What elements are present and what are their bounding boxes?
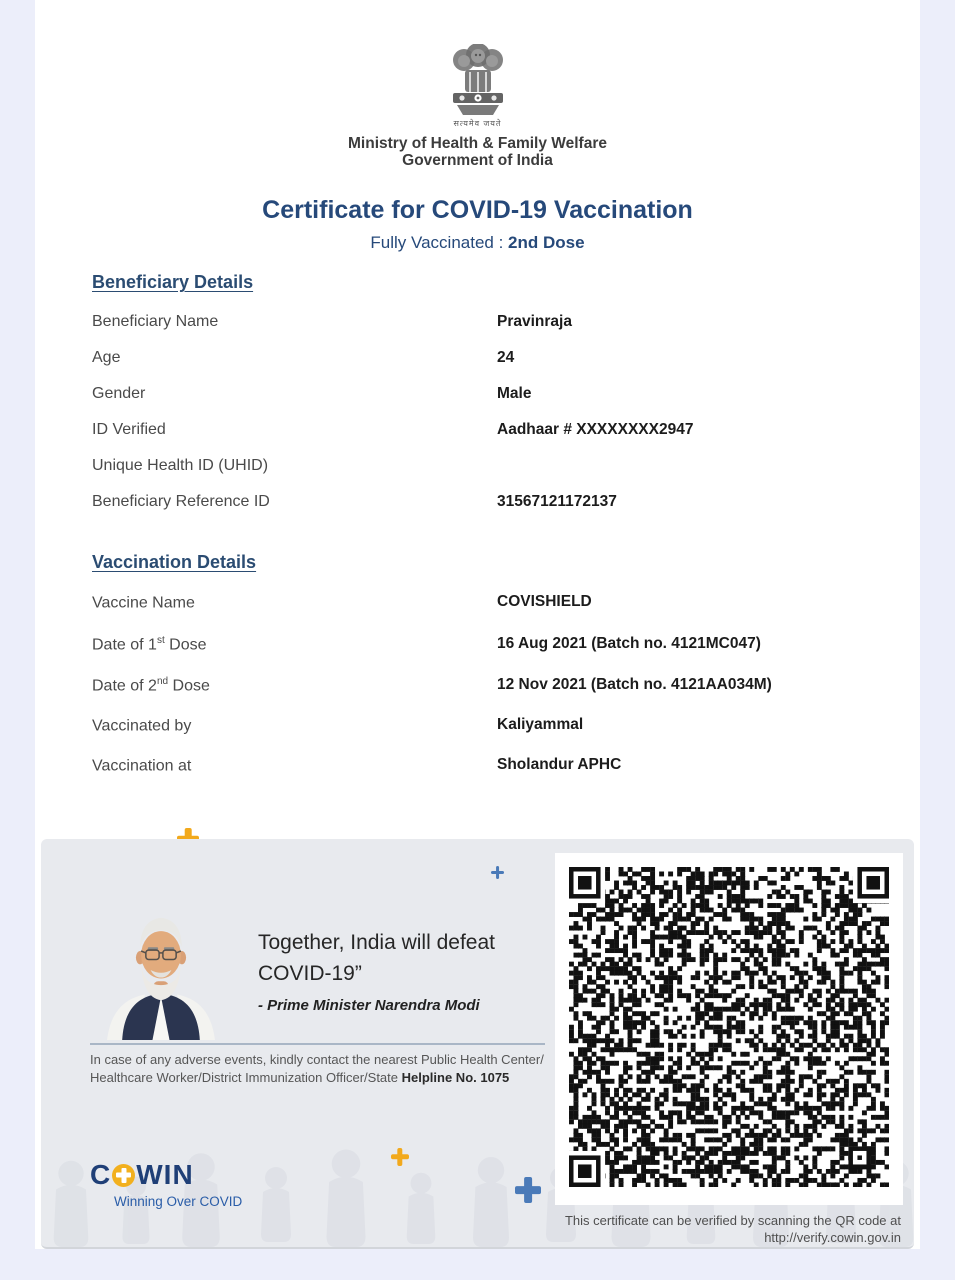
- subtitle-dose: 2nd Dose: [508, 233, 585, 252]
- ministry-header: [35, 135, 920, 169]
- qr-code: [569, 867, 889, 1187]
- adverse-line2: Healthcare Worker/District Immunization Officer/State Helpline No. 1075: [90, 1070, 510, 1085]
- field-value: Male: [497, 385, 532, 402]
- national-emblem-of-india-icon: [35, 44, 920, 123]
- ministry-line2: Government of India: [402, 152, 553, 169]
- field-value: COVISHIELD: [497, 593, 592, 610]
- adverse-line1: In case of any adverse events, kindly contact the nearest Public Health Center/: [90, 1052, 544, 1067]
- cowin-plus-icon: [112, 1164, 135, 1187]
- beneficiary-row: [35, 349, 920, 371]
- field-value: 16 Aug 2021 (Batch no. 4121MC047): [497, 635, 761, 652]
- banner-divider: [90, 1043, 545, 1045]
- plus-decoration-icon: [391, 1148, 409, 1166]
- vaccination-row: [35, 635, 920, 657]
- beneficiary-row: [35, 313, 920, 335]
- cowin-logo: [90, 1159, 242, 1209]
- vaccination-row: [35, 756, 920, 778]
- field-value: 12 Nov 2021 (Batch no. 4121AA034M): [497, 676, 772, 693]
- cowin-tagline: Winning Over COVID: [114, 1194, 243, 1209]
- beneficiary-row: [35, 385, 920, 407]
- quote-line1: Together, India will defeat: [258, 931, 495, 954]
- satyameva-jayate-motto: सत्यमेव जयते: [453, 119, 502, 128]
- field-label: Date of 1st Dose: [92, 635, 207, 654]
- field-label: Vaccinated by: [92, 717, 192, 735]
- ministry-line1: Ministry of Health & Family Welfare: [348, 135, 607, 152]
- field-label: Vaccination at: [92, 757, 192, 775]
- cowin-banner: [41, 839, 914, 1249]
- field-value: Sholandur APHC: [497, 756, 622, 773]
- field-label: Beneficiary Reference ID: [92, 493, 270, 510]
- field-label: Age: [92, 349, 121, 366]
- beneficiary-details-heading: Beneficiary Details: [92, 272, 254, 292]
- field-label: Date of 2nd Dose: [92, 676, 210, 695]
- quote-text: [258, 927, 558, 989]
- vaccination-row: [35, 716, 920, 738]
- field-value: 31567121172137: [497, 493, 617, 510]
- plus-decoration-icon: [515, 1177, 541, 1203]
- vaccination-row: [35, 676, 920, 698]
- certificate-subtitle: [35, 233, 920, 253]
- qr-caption: [541, 1212, 901, 1246]
- field-value: Aadhaar # XXXXXXXX2947: [497, 421, 694, 438]
- beneficiary-row: [35, 457, 920, 479]
- cowin-wordmark: C WIN: [90, 1159, 194, 1190]
- quote-line2: COVID-19”: [258, 962, 362, 985]
- beneficiary-row: [35, 493, 920, 515]
- quote-attribution: - Prime Minister Narendra Modi: [258, 997, 480, 1014]
- field-value: Pravinraja: [497, 313, 572, 330]
- vaccination-row: [35, 593, 920, 615]
- field-label: Beneficiary Name: [92, 313, 219, 330]
- plus-decoration-icon: [491, 866, 504, 879]
- qr-caption-line1: This certificate can be verified by scanning the QR code at: [564, 1213, 901, 1228]
- helpline-number: Helpline No. 1075: [401, 1070, 510, 1085]
- lion-capital-graphic: [445, 44, 511, 118]
- field-label: Gender: [92, 385, 146, 402]
- field-value: Kaliyammal: [497, 716, 584, 733]
- qr-caption-url: http://verify.cowin.gov.in: [764, 1230, 901, 1245]
- certificate-title: Certificate for COVID-19 Vaccination: [262, 196, 693, 224]
- subtitle-prefix: Fully Vaccinated :: [370, 233, 509, 252]
- field-value: 24: [497, 349, 515, 366]
- field-label: Unique Health ID (UHID): [92, 457, 269, 474]
- adverse-events-notice: [90, 1051, 570, 1087]
- qr-code-card: [555, 853, 903, 1205]
- vaccination-details-heading: Vaccination Details: [92, 552, 257, 572]
- field-label: Vaccine Name: [92, 594, 195, 612]
- pm-modi-photo: [90, 898, 232, 1040]
- certificate-page: [35, 0, 920, 1249]
- field-label: ID Verified: [92, 421, 166, 438]
- beneficiary-row: [35, 421, 920, 443]
